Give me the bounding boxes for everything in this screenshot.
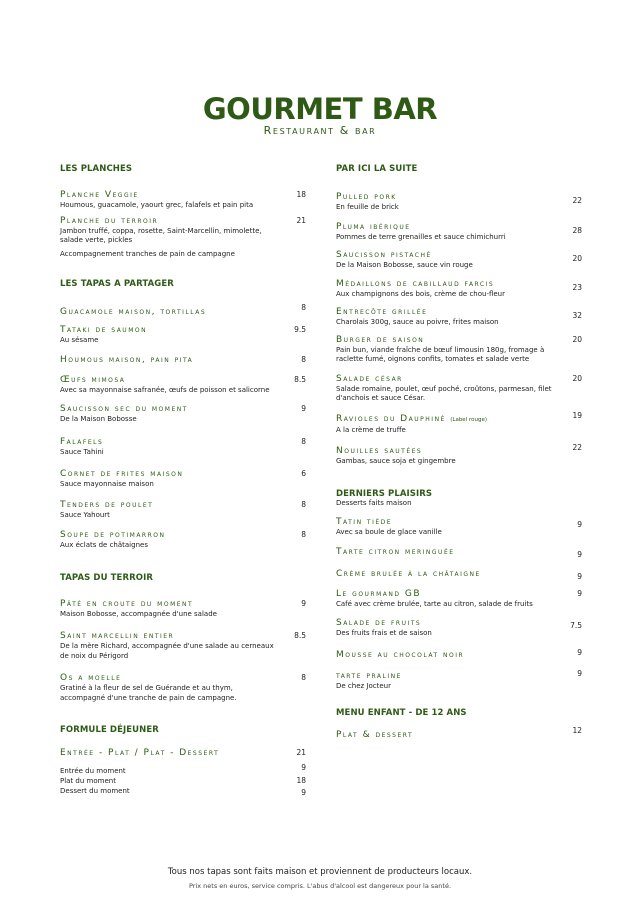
menu-item xyxy=(60,375,306,396)
item-name: Houmous maison, pain pita xyxy=(60,354,194,365)
item-name: Saint marcellin entier xyxy=(60,631,175,641)
menu-item xyxy=(336,547,582,558)
menu-item xyxy=(336,335,582,365)
item-desc: Sauce Yahourt xyxy=(60,510,110,519)
menu-item xyxy=(336,569,582,580)
item-price: 9 xyxy=(301,404,306,413)
item-name: Pulled pork xyxy=(336,192,397,202)
item-price: 9 xyxy=(577,571,582,581)
menu-item xyxy=(336,307,582,328)
item-price: 8 xyxy=(301,303,306,312)
item-desc: Charolais 300g, sauce au poivre, frites maison xyxy=(336,318,499,326)
section-title-suite: PAR ICI LA SUITE xyxy=(336,164,418,174)
item-price: 22 xyxy=(572,443,582,452)
section-title-terroir: TAPAS DU TERROIR xyxy=(60,572,153,583)
restaurant-title: GOURMET BAR xyxy=(202,92,438,126)
item-price: 19 xyxy=(572,410,582,420)
item-price: 32 xyxy=(572,311,582,320)
item-name: Mousse au chocolat noir xyxy=(336,649,465,660)
sub-item-name: Dessert du moment xyxy=(60,787,130,795)
item-price: 9 xyxy=(301,763,306,772)
item-name: Os a moelle xyxy=(60,673,122,683)
item-price: 23 xyxy=(572,282,582,292)
item-name: Planche du terroir xyxy=(60,215,159,226)
item-name: tarte praline xyxy=(336,670,402,681)
item-price: 18 xyxy=(296,190,306,199)
item-desc: Café avec crème brulée, tarte au citron, salade de fruits xyxy=(336,599,533,608)
item-price: 8 xyxy=(301,530,306,539)
desserts-subtitle: Desserts faits maison xyxy=(336,498,412,507)
item-price: 21 xyxy=(296,215,306,225)
item-name: Tataki de saumon xyxy=(60,325,148,335)
footer-legal: Prix nets en euros, service compris. L'abus d'alcool est dangereux pour la santé. xyxy=(188,882,452,890)
item-desc: Aux éclats de châtaignes xyxy=(60,541,148,549)
item-price: 20 xyxy=(572,373,582,383)
footer-note: Tous nos tapas sont faits maison et proviennent de producteurs locaux. xyxy=(167,867,473,877)
item-price: 9 xyxy=(577,588,582,598)
left-column xyxy=(60,164,306,796)
sub-item-name: Plat du moment xyxy=(60,777,116,785)
item-price: 20 xyxy=(572,254,582,263)
item-name: Cornet de frites maison xyxy=(60,469,184,479)
menu-item xyxy=(336,618,582,639)
item-desc: Des fruits frais et de saison xyxy=(336,629,432,637)
menu-item xyxy=(336,726,582,741)
item-name: Le gourmand GB xyxy=(336,588,421,599)
item-price: 18 xyxy=(296,776,306,785)
item-desc: De la Maison Bobosse xyxy=(60,415,137,423)
menu-item xyxy=(60,500,306,521)
item-name: Saucisson sec du moment xyxy=(60,404,188,414)
menu-item xyxy=(60,530,306,551)
item-price: 8 xyxy=(301,673,306,682)
item-desc: Sauce Tahini xyxy=(60,447,104,456)
item-name: Crème brulée à la châtaigne xyxy=(336,568,481,579)
formule-sub-item xyxy=(60,786,306,796)
item-name: Planche Veggie xyxy=(60,190,139,200)
item-name: Burger de saison xyxy=(336,334,425,345)
section-title-planches: LES PLANCHES xyxy=(60,164,133,174)
item-name: Tenders de poulet xyxy=(60,499,154,510)
item-name: Pluma ibérique xyxy=(336,221,411,232)
section-title-tapas: LES TAPAS A PARTAGER xyxy=(60,279,174,289)
item-desc: Sauce mayonnaise maison xyxy=(60,480,154,488)
menu-item xyxy=(60,216,306,246)
item-name: Médaillons de cabillaud farcis xyxy=(336,278,495,289)
item-desc: Avec sa boule de glace vanille xyxy=(336,528,442,536)
item-name: Tatin tiède xyxy=(336,517,393,527)
item-price: 9 xyxy=(301,788,306,797)
item-desc: De chez Jocteur xyxy=(336,681,391,690)
menu-item xyxy=(60,190,306,211)
item-name: Entrée - Plat / Plat - Dessert xyxy=(60,748,220,758)
menu-item xyxy=(60,673,306,703)
menu-item xyxy=(60,355,306,366)
menu-item xyxy=(60,325,306,346)
menu-item xyxy=(60,631,306,661)
item-desc: Avec sa mayonnaise safranée, œufs de poisson et salicorne xyxy=(60,385,270,394)
item-price: 20 xyxy=(572,334,582,344)
item-desc: Pommes de terre grenailles et sauce chimichurri xyxy=(336,232,506,241)
item-desc: De la mère Richard, accompagnée d'une salade au cerneaux de noix du Périgord xyxy=(60,642,274,660)
item-desc: Gambas, sauce soja et gingembre xyxy=(336,457,456,465)
item-name: Nouilles sautées xyxy=(336,446,423,456)
item-name: Falafels xyxy=(60,436,104,447)
menu-item xyxy=(336,668,582,692)
menu-item xyxy=(60,404,306,425)
sub-item-name: Entrée du moment xyxy=(60,767,126,775)
item-price: 6 xyxy=(301,469,306,478)
menu-item xyxy=(336,589,582,610)
item-name-text: Ravioles du Dauphiné xyxy=(336,413,446,424)
item-desc: Aux champignons des bois, crème de chou-fleur xyxy=(336,289,506,298)
item-price: 12 xyxy=(572,726,582,735)
item-name: Guacamole maison, tortillas xyxy=(60,307,207,317)
item-price: 9 xyxy=(577,647,582,657)
item-price: 8 xyxy=(301,436,306,446)
item-name: Tarte citron meringuée xyxy=(336,546,455,557)
section-title-formule: FORMULE DÉJEUNER xyxy=(60,725,159,735)
formule-sub-item xyxy=(60,776,306,786)
item-name: Pâté en croute du moment xyxy=(60,598,194,609)
item-price: 8.5 xyxy=(294,374,306,384)
item-name: Saucisson pistaché xyxy=(336,250,432,260)
menu-item xyxy=(336,222,582,243)
menu-item xyxy=(336,517,582,538)
item-desc: En feuille de brick xyxy=(336,203,399,211)
menu-item xyxy=(336,250,582,271)
item-price: 8 xyxy=(301,354,306,364)
menu-item xyxy=(336,374,582,404)
item-price: 9 xyxy=(577,668,582,678)
item-name: Plat & dessert xyxy=(336,730,414,740)
menu-item xyxy=(60,599,306,620)
item-price: 9 xyxy=(577,549,582,559)
right-column xyxy=(336,164,582,741)
item-desc: Au sésame xyxy=(60,336,99,344)
item-desc: Maison Bobosse, accompagnée d'une salade xyxy=(60,609,217,618)
item-price: 9.5 xyxy=(294,325,306,334)
menu-item xyxy=(60,437,306,458)
menu-item xyxy=(336,192,582,213)
formule-sub-item xyxy=(60,763,306,776)
item-name: Soupe de potimarron xyxy=(60,530,166,540)
item-name: Entrecôte grillée xyxy=(336,307,428,317)
item-desc: Salade romaine, poulet, œuf poché, croûtons, parmesan, filet d'anchois et sauce César. xyxy=(336,384,552,402)
item-desc: Jambon truffé, coppa, rosette, Saint-Marcellin, mimolette, salade verte, pickles xyxy=(60,226,262,244)
item-name xyxy=(336,414,552,426)
item-price: 8 xyxy=(301,499,306,509)
item-price: 28 xyxy=(572,225,582,235)
item-price: 22 xyxy=(572,196,582,205)
menu-item xyxy=(336,279,582,300)
item-name: Œufs mimosa xyxy=(60,374,126,385)
item-desc: Pain bun, viande fraîche de bœuf limousin 180g, fromage à raclette fumé, oignons confits, tomates et salade verte xyxy=(336,345,545,363)
menu-item xyxy=(336,647,582,661)
item-price: 21 xyxy=(296,748,306,757)
item-price: 9 xyxy=(301,598,306,608)
item-price: 8.5 xyxy=(294,631,306,640)
item-desc: Houmous, guacamole, yaourt grec, falafels et pain pita xyxy=(60,201,254,209)
item-desc: Gratiné à la fleur de sel de Guérande et au thym, accompagné d'une tranche de pain de campagne. xyxy=(60,684,237,702)
label-rouge-badge: (Label rouge) xyxy=(450,416,487,423)
menu-item xyxy=(336,410,582,436)
item-desc: A la crème de truffe xyxy=(336,425,406,434)
section-title-enfant: MENU ENFANT - DE 12 ANS xyxy=(336,708,467,718)
item-name: Salade césar xyxy=(336,373,403,384)
menu-item xyxy=(60,469,306,490)
menu-item xyxy=(336,443,582,467)
item-desc: De la Maison Bobosse, sauce vin rouge xyxy=(336,261,473,269)
item-price: 7.5 xyxy=(570,621,582,630)
menu-item xyxy=(60,303,306,318)
item-name: Salade de fruits xyxy=(336,618,422,628)
restaurant-subtitle: Restaurant & bar xyxy=(263,124,377,137)
section-title-desserts: DERNIERS PLAISIRS xyxy=(336,488,433,499)
menu-item xyxy=(60,748,306,759)
item-price: 9 xyxy=(577,520,582,529)
planches-note: Accompagnement tranches de pain de campagne xyxy=(60,249,235,258)
